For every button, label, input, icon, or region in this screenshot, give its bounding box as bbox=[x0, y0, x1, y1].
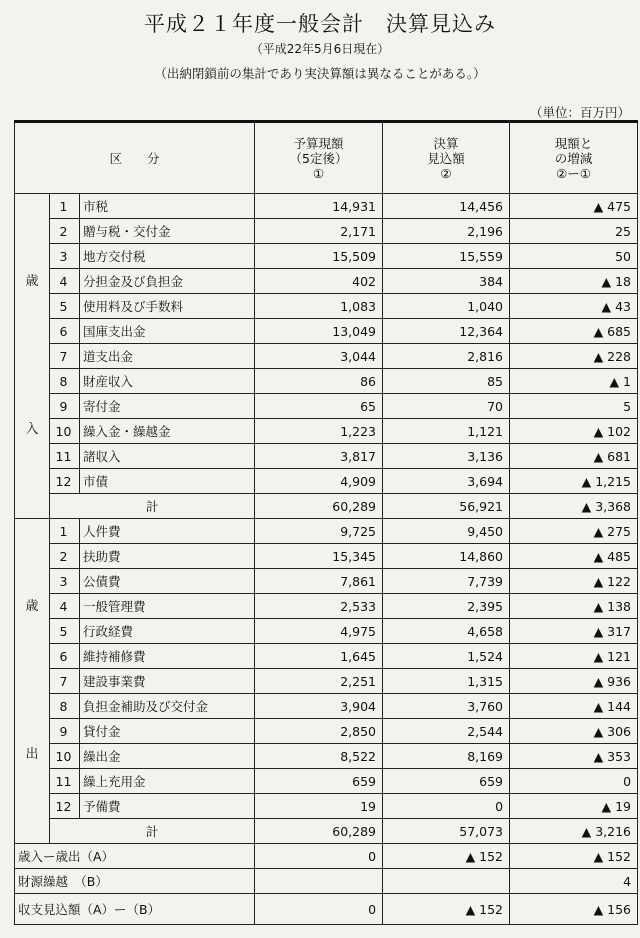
row-name: 人件費 bbox=[80, 519, 255, 544]
row-difference: ▲ 228 bbox=[510, 344, 638, 369]
row-budget: 3,044 bbox=[255, 344, 383, 369]
row-difference: ▲ 19 bbox=[510, 794, 638, 819]
row-name: 貸付金 bbox=[80, 719, 255, 744]
row-number: 11 bbox=[50, 444, 80, 469]
table-row bbox=[15, 294, 638, 319]
table-row bbox=[15, 769, 638, 794]
row-difference: ▲ 936 bbox=[510, 669, 638, 694]
row-number: 2 bbox=[50, 219, 80, 244]
row-budget: 9,725 bbox=[255, 519, 383, 544]
row-number: 6 bbox=[50, 644, 80, 669]
total-label: 計 bbox=[50, 494, 255, 519]
header-budget: 予算現額 （5定後） ① bbox=[255, 122, 383, 194]
row-estimate: 384 bbox=[383, 269, 510, 294]
table-row bbox=[15, 419, 638, 444]
row-difference: ▲ 353 bbox=[510, 744, 638, 769]
summary-budget: 0 bbox=[255, 894, 383, 925]
summary-budget: 0 bbox=[255, 844, 383, 869]
row-budget: 4,909 bbox=[255, 469, 383, 494]
row-estimate: 2,544 bbox=[383, 719, 510, 744]
row-number: 8 bbox=[50, 694, 80, 719]
row-estimate: 1,040 bbox=[383, 294, 510, 319]
row-name: 建設事業費 bbox=[80, 669, 255, 694]
summary-row bbox=[15, 869, 638, 894]
row-estimate: 3,760 bbox=[383, 694, 510, 719]
row-estimate: 70 bbox=[383, 394, 510, 419]
row-name: 維持補修費 bbox=[80, 644, 255, 669]
page-title: 平成２１年度一般会計 決算見込み bbox=[144, 12, 496, 36]
row-budget: 659 bbox=[255, 769, 383, 794]
row-budget: 65 bbox=[255, 394, 383, 419]
summary-row bbox=[15, 844, 638, 869]
row-number: 4 bbox=[50, 269, 80, 294]
row-difference: ▲ 122 bbox=[510, 569, 638, 594]
table-row bbox=[15, 219, 638, 244]
total-difference: ▲ 3,216 bbox=[510, 819, 638, 844]
header-difference: 現額と の増減 ②ー① bbox=[510, 122, 638, 194]
total-budget: 60,289 bbox=[255, 819, 383, 844]
table-row bbox=[15, 394, 638, 419]
table-row bbox=[15, 594, 638, 619]
header-estimate: 決算 見込額 ② bbox=[383, 122, 510, 194]
header-category: 区 分 bbox=[15, 122, 255, 194]
row-name: 負担金補助及び交付金 bbox=[80, 694, 255, 719]
row-estimate: 8,169 bbox=[383, 744, 510, 769]
row-budget: 2,850 bbox=[255, 719, 383, 744]
summary-section bbox=[15, 844, 638, 925]
row-number: 10 bbox=[50, 419, 80, 444]
table-row bbox=[15, 794, 638, 819]
table-row bbox=[15, 619, 638, 644]
row-number: 3 bbox=[50, 244, 80, 269]
row-difference: ▲ 317 bbox=[510, 619, 638, 644]
row-budget: 1,645 bbox=[255, 644, 383, 669]
row-estimate: 2,395 bbox=[383, 594, 510, 619]
table-row bbox=[15, 644, 638, 669]
page-note: （出納閉鎖前の集計であり実決算額は異なることがある。） bbox=[154, 66, 486, 81]
row-budget: 86 bbox=[255, 369, 383, 394]
table-row bbox=[15, 519, 638, 544]
row-budget: 19 bbox=[255, 794, 383, 819]
row-estimate: 1,315 bbox=[383, 669, 510, 694]
row-difference: ▲ 681 bbox=[510, 444, 638, 469]
row-difference: 50 bbox=[510, 244, 638, 269]
row-number: 10 bbox=[50, 744, 80, 769]
revenue-total-row bbox=[15, 494, 638, 519]
row-budget: 2,533 bbox=[255, 594, 383, 619]
row-difference: ▲ 18 bbox=[510, 269, 638, 294]
row-difference: ▲ 306 bbox=[510, 719, 638, 744]
row-number: 12 bbox=[50, 794, 80, 819]
summary-budget bbox=[255, 869, 383, 894]
row-name: 行政経費 bbox=[80, 619, 255, 644]
summary-difference: ▲ 152 bbox=[510, 844, 638, 869]
row-estimate: 85 bbox=[383, 369, 510, 394]
row-budget: 1,083 bbox=[255, 294, 383, 319]
total-difference: ▲ 3,368 bbox=[510, 494, 638, 519]
row-budget: 7,861 bbox=[255, 569, 383, 594]
row-number: 11 bbox=[50, 769, 80, 794]
row-number: 6 bbox=[50, 319, 80, 344]
row-name: 繰上充用金 bbox=[80, 769, 255, 794]
total-budget: 60,289 bbox=[255, 494, 383, 519]
page-subtitle: （平成22年5月6日現在） bbox=[250, 42, 390, 56]
row-estimate: 7,739 bbox=[383, 569, 510, 594]
row-difference: ▲ 138 bbox=[510, 594, 638, 619]
row-budget: 402 bbox=[255, 269, 383, 294]
row-budget: 3,817 bbox=[255, 444, 383, 469]
row-budget: 1,223 bbox=[255, 419, 383, 444]
row-name: 使用料及び手数料 bbox=[80, 294, 255, 319]
row-difference: ▲ 144 bbox=[510, 694, 638, 719]
row-budget: 15,509 bbox=[255, 244, 383, 269]
row-name: 市債 bbox=[80, 469, 255, 494]
row-budget: 3,904 bbox=[255, 694, 383, 719]
summary-estimate: ▲ 152 bbox=[383, 844, 510, 869]
row-difference: ▲ 102 bbox=[510, 419, 638, 444]
row-estimate: 14,456 bbox=[383, 194, 510, 219]
total-estimate: 57,073 bbox=[383, 819, 510, 844]
summary-label: 収支見込額（A）ー（B） bbox=[15, 894, 255, 925]
row-budget: 2,171 bbox=[255, 219, 383, 244]
row-estimate: 4,658 bbox=[383, 619, 510, 644]
row-name: 寄付金 bbox=[80, 394, 255, 419]
row-name: 一般管理費 bbox=[80, 594, 255, 619]
row-estimate: 0 bbox=[383, 794, 510, 819]
row-budget: 2,251 bbox=[255, 669, 383, 694]
table-row bbox=[15, 744, 638, 769]
summary-label: 歳入ー歳出（A） bbox=[15, 844, 255, 869]
expenditure-section-label: 歳 出 bbox=[15, 519, 50, 844]
summary-difference: 4 bbox=[510, 869, 638, 894]
row-difference: 5 bbox=[510, 394, 638, 419]
row-number: 8 bbox=[50, 369, 80, 394]
row-number: 5 bbox=[50, 294, 80, 319]
row-number: 7 bbox=[50, 669, 80, 694]
row-difference: ▲ 1,215 bbox=[510, 469, 638, 494]
row-number: 12 bbox=[50, 469, 80, 494]
table-row bbox=[15, 444, 638, 469]
revenue-section bbox=[15, 194, 638, 519]
row-estimate: 1,121 bbox=[383, 419, 510, 444]
row-number: 9 bbox=[50, 719, 80, 744]
row-number: 7 bbox=[50, 344, 80, 369]
summary-estimate: ▲ 152 bbox=[383, 894, 510, 925]
table-row bbox=[15, 569, 638, 594]
expenditure-section bbox=[15, 519, 638, 844]
row-budget: 8,522 bbox=[255, 744, 383, 769]
row-name: 贈与税・交付金 bbox=[80, 219, 255, 244]
row-estimate: 14,860 bbox=[383, 544, 510, 569]
table-row bbox=[15, 344, 638, 369]
table-row bbox=[15, 194, 638, 219]
row-estimate: 2,196 bbox=[383, 219, 510, 244]
summary-estimate bbox=[383, 869, 510, 894]
row-name: 分担金及び負担金 bbox=[80, 269, 255, 294]
row-budget: 13,049 bbox=[255, 319, 383, 344]
row-name: 諸収入 bbox=[80, 444, 255, 469]
row-difference: 25 bbox=[510, 219, 638, 244]
row-difference: ▲ 275 bbox=[510, 519, 638, 544]
row-name: 市税 bbox=[80, 194, 255, 219]
row-estimate: 2,816 bbox=[383, 344, 510, 369]
row-number: 9 bbox=[50, 394, 80, 419]
row-budget: 15,345 bbox=[255, 544, 383, 569]
row-name: 繰入金・繰越金 bbox=[80, 419, 255, 444]
row-name: 道支出金 bbox=[80, 344, 255, 369]
summary-label: 財源繰越 （B） bbox=[15, 869, 255, 894]
total-label: 計 bbox=[50, 819, 255, 844]
total-estimate: 56,921 bbox=[383, 494, 510, 519]
row-name: 扶助費 bbox=[80, 544, 255, 569]
row-number: 1 bbox=[50, 519, 80, 544]
table-row bbox=[15, 244, 638, 269]
row-difference: ▲ 485 bbox=[510, 544, 638, 569]
row-name: 繰出金 bbox=[80, 744, 255, 769]
row-number: 4 bbox=[50, 594, 80, 619]
table-row bbox=[15, 269, 638, 294]
table-row bbox=[15, 694, 638, 719]
summary-difference: ▲ 156 bbox=[510, 894, 638, 925]
row-name: 国庫支出金 bbox=[80, 319, 255, 344]
row-budget: 4,975 bbox=[255, 619, 383, 644]
row-number: 3 bbox=[50, 569, 80, 594]
row-estimate: 15,559 bbox=[383, 244, 510, 269]
budget-table bbox=[14, 120, 638, 925]
expenditure-total-row bbox=[15, 819, 638, 844]
row-number: 1 bbox=[50, 194, 80, 219]
table-row bbox=[15, 319, 638, 344]
row-estimate: 9,450 bbox=[383, 519, 510, 544]
row-name: 公債費 bbox=[80, 569, 255, 594]
revenue-section-label: 歳 入 bbox=[15, 194, 50, 519]
row-name: 地方交付税 bbox=[80, 244, 255, 269]
row-difference: ▲ 685 bbox=[510, 319, 638, 344]
summary-row bbox=[15, 894, 638, 925]
row-estimate: 659 bbox=[383, 769, 510, 794]
row-difference: 0 bbox=[510, 769, 638, 794]
row-estimate: 12,364 bbox=[383, 319, 510, 344]
row-estimate: 3,136 bbox=[383, 444, 510, 469]
row-difference: ▲ 121 bbox=[510, 644, 638, 669]
row-number: 2 bbox=[50, 544, 80, 569]
row-estimate: 3,694 bbox=[383, 469, 510, 494]
row-name: 予備費 bbox=[80, 794, 255, 819]
row-difference: ▲ 1 bbox=[510, 369, 638, 394]
table-row bbox=[15, 369, 638, 394]
table-row bbox=[15, 469, 638, 494]
table-row bbox=[15, 544, 638, 569]
row-name: 財産収入 bbox=[80, 369, 255, 394]
row-difference: ▲ 43 bbox=[510, 294, 638, 319]
row-difference: ▲ 475 bbox=[510, 194, 638, 219]
unit-label: （単位：百万円） bbox=[529, 105, 630, 120]
row-budget: 14,931 bbox=[255, 194, 383, 219]
row-estimate: 1,524 bbox=[383, 644, 510, 669]
table-row bbox=[15, 719, 638, 744]
row-number: 5 bbox=[50, 619, 80, 644]
table-row bbox=[15, 669, 638, 694]
